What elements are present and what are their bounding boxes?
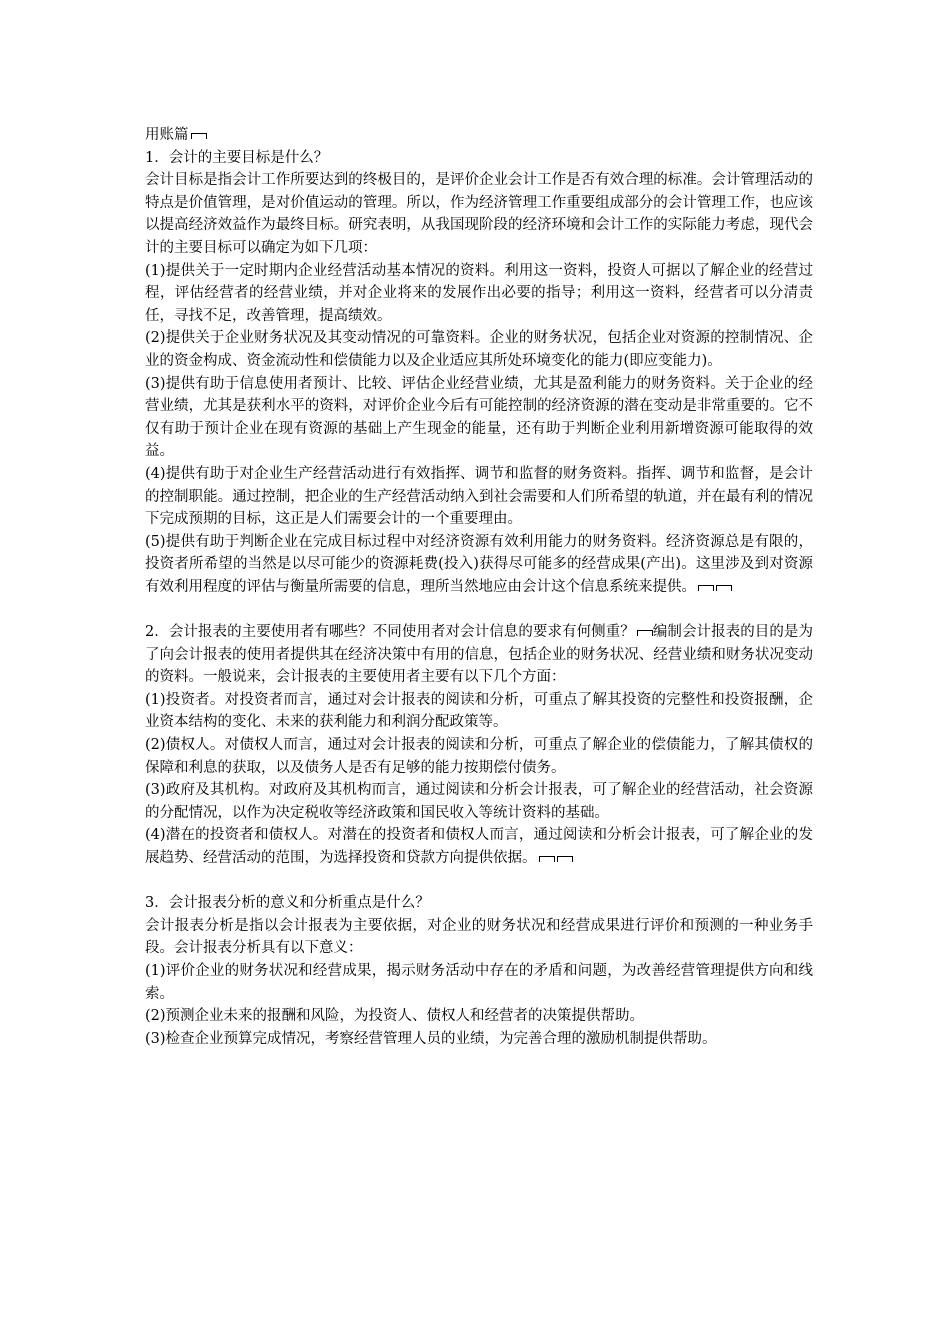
doc-header: 用账篇: [145, 124, 813, 147]
section-3-item: (1)评价企业的财务状况和经营成果，揭示财务活动中存在的矛盾和问题，为改善经营管理提供方向和线索。: [145, 962, 813, 1002]
paragraph-mark-icon: [191, 133, 207, 139]
section-3-item: (3)检查企业预算完成情况，考察经营管理人员的业绩，为完善合理的激励机制提供帮助。: [145, 1030, 717, 1047]
section-2-item: (4)潜在的投资者和债权人。对潜在的投资者和债权人而言，通过阅读和分析会计报表，可了解企业的发展趋势、经营活动的范围，为选择投资和贷款方向提供依据。: [145, 827, 813, 866]
section-1-paragraph: 会计目标是指会计工作所要达到的终极目的，是评价企业会计工作是否有效合理的标准。会计管理活动的特点是价值管理，是对价值运动的管理。所以，作为经济管理工作重要组成部分的会计管理工作，也应该以提高经济效益作为最终目标。研究表明，从我国现阶段的经济环境和会计工作的实际能力考虑，现代会计的主要目标可以确定为如下几项：: [145, 172, 813, 256]
section-1-heading: 1．会计的主要目标是什么？: [145, 149, 329, 166]
blank-line: [145, 598, 813, 621]
paragraph-mark-icon: [698, 585, 714, 591]
section-1-item: (3)提供有助于信息使用者预计、比较、评估企业经营业绩，尤其是盈利能力的财务资料。关于企业的经营业绩，尤其是获利水平的资料，对评价企业今后有可能控制的经济资源的潜在变动是非常重要的。它不仅有助于预计企业在现有资源的基础上产生现金的能量，还有助于判断企业利用新增资源可能取得的效益。: [145, 375, 813, 460]
paragraph-mark-icon: [539, 856, 555, 862]
section-1-item: (1)提供关于一定时期内企业经营活动基本情况的资料。利用这一资料，投资人可据以了解企业的经营过程，评估经营者的经营业绩，并对企业将来的发展作出必要的指导；利用这一资料，经营者可以分清责任，寻找不足，改善管理，提高绩效。: [145, 262, 813, 324]
section-3-item: (2)预测企业未来的报酬和风险，为投资人、债权人和经营者的决策提供帮助。: [145, 1008, 645, 1025]
section-1-item: (4)提供有助于对企业生产经营活动进行有效指挥、调节和监督的财务资料。指挥、调节和监督，是会计的控制职能。通过控制，把企业的生产经营活动纳入到社会需要和人们所希望的轨道，并在最有利的情况下完成预期的目标，这正是人们需要会计的一个重要理由。: [145, 465, 813, 528]
paragraph-mark-icon: [716, 585, 732, 591]
section-3-heading: 3．会计报表分析的意义和分析重点是什么？: [145, 895, 430, 912]
section-2-heading: 2．会计报表的主要使用者有哪些？不同使用者对会计信息的要求有何侧重？ 编制会计报表的目的是为了向会计报表的使用者提供其在经济决策中有用的信息，包括企业的财务状况、经营业绩和财务状况变动的资料。一般说来，会计报表的主要使用者主要有以下几个方面：: [145, 624, 813, 686]
document-body: [145, 124, 813, 1050]
paragraph-mark-icon: [637, 630, 653, 636]
section-1-item: (2)提供关于企业财务状况及其变动情况的可靠资料。企业的财务状况，包括企业对资源的控制情况、企业的资金构成、资金流动性和偿债能力以及企业适应其所处环境变化的能力(即应变能力)。: [145, 330, 813, 369]
section-2-item: (3)政府及其机构。对政府及其机构而言，通过阅读和分析会计报表，可了解企业的经营活动，社会资源的分配情况，以作为决定税收等经济政策和国民收入等统计资料的基础。: [145, 782, 813, 821]
blank-line: [145, 870, 813, 893]
section-3-paragraph: 会计报表分析是指以会计报表为主要依据，对企业的财务状况和经营成果进行评价和预测的一种业务手段。会计报表分析具有以下意义：: [145, 917, 813, 957]
section-2-item: (1)投资者。对投资者而言，通过对会计报表的阅读和分析，可重点了解其投资的完整性和投资报酬，企业资本结构的变化、未来的获利能力和利润分配政策等。: [145, 691, 813, 731]
section-1-item: (5)提供有助于判断企业在完成目标过程中对经济资源有效利用能力的财务资料。经济资源总是有限的，投资者所希望的当然是以尽可能少的资源耗费(投入)获得尽可能多的经营成果(产出)。这里涉及到对资源有效利用程度的评估与衡量所需要的信息，理所当然地应由会计这个信息系统来提供。: [145, 533, 813, 595]
paragraph-mark-icon: [557, 856, 573, 862]
section-2-item: (2)债权人。对债权人而言，通过对会计报表的阅读和分析，可重点了解企业的偿债能力，了解其债权的保障和利息的获取，以及债务人是否有足够的能力按期偿付债务。: [145, 737, 813, 776]
